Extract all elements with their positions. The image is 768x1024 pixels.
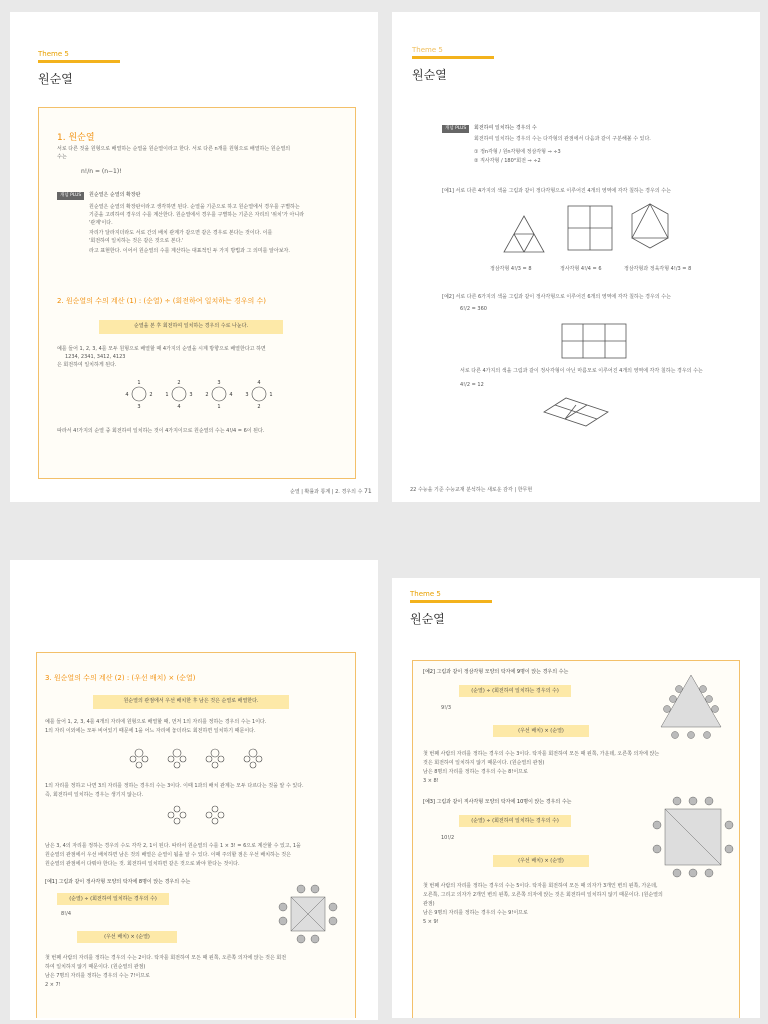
body-text: 남은 9명의 자리를 정하는 경우의 수는 9!이므로 <box>423 910 528 916</box>
theme-bar <box>38 60 120 63</box>
example-text: 서로 다른 4가지의 색을 그림과 같이 정사각형이 아닌 마름모로 이루어진 4개의 영역에 각각 칠하는 경우의 수는 <box>460 368 703 374</box>
formula: 8!/4 <box>61 911 72 917</box>
plus-line: '회전하여 일치하는 것은 같은 것으로 본다.' <box>89 238 184 244</box>
definition-text: 서로 다른 것을 원형으로 배열하는 순열을 원순열이라고 한다. 서로 다른 n개를 원형으로 배열하는 원순열의 <box>57 146 291 152</box>
arrangement-number: 4 <box>257 380 261 386</box>
formula-box: (순열) ÷ (회전하여 일치하는 경우의 수) <box>459 815 571 827</box>
arrangement-number: 2 <box>177 380 181 386</box>
square-table-figure <box>273 881 343 951</box>
body-text: 남은 3, 4의 자리를 정하는 경우의 수도 각각 2, 1이 된다. 따라서 원순열의 수를 1 × 3! = 6으로 계산할 수 있고, 1을 <box>45 843 301 849</box>
theme-tag: Theme 5 <box>38 50 69 58</box>
arrangement-number: 3 <box>245 392 249 398</box>
formula-box: (우선 배치) × (순열) <box>493 725 589 737</box>
formula-box: (순열) ÷ (회전하여 일치하는 경우의 수) <box>459 685 571 697</box>
example-text: [예2] 그림과 같이 정삼각형 모양의 탁자에 9명이 앉는 경우의 수는 <box>423 669 569 675</box>
example-text: 예를 들어 1, 2, 3, 4를 4개의 자리에 원형으로 배열할 때, 먼저 1의 자리를 정하는 경우의 수는 1이다. <box>45 719 267 725</box>
plus-line: 기준을 고려하여 경우의 수를 계산한다. 원순열에서 경우를 구별하는 기준은 자리의 '위치'가 아니라 <box>89 212 305 218</box>
arrangement-number: 2 <box>149 392 153 398</box>
body-text: 하여 일치하지 않기 때문이다. (원순열의 관점) <box>45 964 146 970</box>
plus-title: 회전하여 일치하는 경우의 수 <box>474 125 537 131</box>
arrangement-number: 1 <box>217 404 221 410</box>
formula: 9!/3 <box>441 705 452 711</box>
footer: 22 수능을 기준 수능교재 분석하는 새로운 감각 | 한무현 <box>410 487 533 493</box>
definition-text: 수는 <box>57 154 67 160</box>
highlight-box: 원순열의 관점에서 우선 배치한 후 남은 것은 순열로 배열한다. <box>93 695 289 709</box>
concept-badge: 개념 PLUS <box>57 192 84 200</box>
section-heading: 2. 원순열의 수의 계산 (1) : (순열) ÷ (회전하여 일치하는 경우의 수) <box>57 297 266 305</box>
arrangement-circle <box>252 387 266 401</box>
arrangement-number: 1 <box>165 392 169 398</box>
formula-box: (우선 배치) × (순열) <box>493 855 589 867</box>
plus-line: ① 정n각형 / 원n각형에 정삼각형 ⇒ ÷3 <box>474 149 561 155</box>
example-text: 즉, 회전하여 일치하는 경우는 생기지 않는다. <box>45 792 144 798</box>
body-text: 원순열의 관점에서 다뤄야 한다는 것. 회전하여 일치하면 같은 것으로 봐야 한다는 것이다. <box>45 861 240 867</box>
arrangement-number: 3 <box>189 392 193 398</box>
arrangement-number: 4 <box>125 392 129 398</box>
formula: n!/n = (n−1)! <box>81 168 122 175</box>
arrangement-number: 1 <box>137 380 141 386</box>
example-text: [예1] 그림과 같이 정사각형 모양의 탁자에 8명이 앉는 경우의 수는 <box>45 879 191 885</box>
body-text: 첫 번째 사람의 자리를 정하는 경우의 수는 2이다. 탁자를 회전하여 모든 때 왼쪽, 오른쪽 의자에 앉는 것은 회전 <box>45 955 287 961</box>
plus-line: 자리가 달라지더라도 서로 간의 배치 관계가 같으면 같은 경우로 본다는 것이다. 이를 <box>89 230 273 236</box>
conclusion-text: 따라서 4!가지의 순열 중 회전하여 일치하는 것이 4가지이므로 원순열의 수는 4!/4 = 6이 된다. <box>57 428 265 434</box>
rectangle-table-figure <box>653 795 733 879</box>
content-box <box>38 107 356 479</box>
formula: 10!/2 <box>441 835 455 841</box>
formula: 6!/2 = 360 <box>460 306 487 312</box>
highlight-box: 순열을 본 후 회전하여 일치하는 경우의 수로 나눈다. <box>99 320 283 334</box>
section-heading: 3. 원순열의 수의 계산 (2) : (우선 배치) × (순열) <box>45 674 196 682</box>
footer: 순열 | 확률과 통계 | 2. 경우의 수 71 <box>290 488 372 495</box>
arrangement-circle <box>132 387 146 401</box>
figure-caption: 정삼각형 4!/3 = 8 <box>490 266 532 272</box>
page-title: 원순열 <box>410 612 445 626</box>
content-box <box>412 660 740 1018</box>
page-71 <box>10 12 378 502</box>
triangle-table-figure <box>651 667 731 741</box>
figure-caption: 정사각형 4!/4 = 6 <box>560 266 602 272</box>
theme-tag: Theme 5 <box>412 46 443 54</box>
grid-figure <box>562 324 642 364</box>
seat-diagrams <box>37 743 357 773</box>
plus-line: '관계'이다. <box>89 220 113 226</box>
concept-badge: 개념 PLUS <box>442 125 469 133</box>
section-heading: 1. 원순열 <box>57 133 95 143</box>
arrangement-circle <box>172 387 186 401</box>
polygon-figures <box>442 202 742 262</box>
body-text: 남은 7명의 자리를 정하는 경우의 수는 7!이므로 <box>45 973 150 979</box>
plus-line: ② 직사각형 / 180°회전 ⇒ ÷2 <box>474 158 541 164</box>
formula-box: (우선 배치) × (순열) <box>77 931 177 943</box>
arrangement-number: 4 <box>229 392 233 398</box>
arrangement-circle <box>212 387 226 401</box>
plus-line: 원순열은 순열의 확장판이라고 생각하면 된다. 순열을 기준으로 하고 원순열에서 경우를 구별하는 <box>89 204 300 210</box>
arrangement-number: 3 <box>217 380 221 386</box>
formula: 2 × 7! <box>45 982 61 988</box>
page-title: 원순열 <box>38 72 73 86</box>
example-text: 예를 들어 1, 2, 3, 4를 모두 원형으로 배열할 때 4가지의 순열을 시계 방향으로 배열한다고 하면 <box>57 346 266 352</box>
arrangement-number: 3 <box>137 404 141 410</box>
theme-bar <box>412 56 494 59</box>
body-text: 오른쪽, 그리고 의자가 2개인 변의 왼쪽, 오른쪽 의자에 앉는 것은 회전하여 일치하지 않기 때문이다. (원순열의 <box>423 892 663 898</box>
formula-box: (순열) ÷ (회전하여 일치하는 경우의 수) <box>57 893 169 905</box>
rhombus-figure <box>544 398 624 438</box>
body-text: 관점) <box>423 901 435 907</box>
plus-line: 라고 표현한다. 이어서 원순열의 수를 계산하는 대표적인 두 가지 방법과 그 의미를 알아보자. <box>89 248 290 254</box>
body-text: 원순열의 관점에서 우선 배치하면 남은 것의 배열은 순열이 됨을 알 수 있다. 이때 주의할 점은 우선 배치하는 것은 <box>45 852 291 858</box>
formula: 5 × 9! <box>423 919 439 925</box>
body-text: 첫 번째 사람의 자리를 정하는 경우의 수는 3이다. 탁자를 회전하여 모든 때 왼쪽, 가운데, 오른쪽 의자에 앉는 <box>423 751 660 757</box>
example-text: 1234, 2341, 3412, 4123 <box>65 354 126 360</box>
body-text: 첫 번째 사람의 자리를 정하는 경우의 수는 5이다. 탁자를 회전하여 모든 때 의자가 3개인 변의 왼쪽, 가운데, <box>423 883 658 889</box>
theme-bar <box>410 600 492 603</box>
arrangement-number: 2 <box>205 392 209 398</box>
example-text: [예3] 그림과 같이 직사각형 모양의 탁자에 10명이 앉는 경우의 수는 <box>423 799 572 805</box>
plus-line: 회전하여 일치하는 경우의 수는 다각형의 관점에서 다음과 같이 구분해볼 수 있다. <box>474 136 651 142</box>
formula: 4!/2 = 12 <box>460 382 484 388</box>
body-text: 것은 회전하여 일치하지 않기 때문이다. (원순열의 관점) <box>423 760 545 766</box>
arrangement-number: 4 <box>177 404 181 410</box>
page-74 <box>392 578 760 1018</box>
page-title: 원순열 <box>412 68 447 82</box>
theme-tag: Theme 5 <box>410 590 441 598</box>
plus-title: 원순열은 순열의 확장판 <box>89 192 141 198</box>
example-text: 1의 자리를 정하고 나면 3의 자리를 정하는 경우의 수는 3이다. 이때 1과의 배치 관계는 모두 다르다는 것을 알 수 있다. <box>45 783 304 789</box>
content-box <box>36 652 356 1018</box>
example-text: 은 회전하여 일치하게 된다. <box>57 362 117 368</box>
seat-diagrams <box>37 803 357 833</box>
page-73 <box>10 560 378 1020</box>
formula: 3 × 8! <box>423 778 439 784</box>
arrangement-number: 2 <box>257 404 261 410</box>
figure-caption: 정삼각형과 정육각형 4!/3 = 8 <box>624 266 692 272</box>
circle-diagrams <box>39 376 357 416</box>
example-text: [예2] 서로 다른 6가지의 색을 그림과 같이 정사각형으로 이루어진 6개의 영역에 각각 칠하는 경우의 수는 <box>442 294 671 300</box>
example-text: 1의 자리 이외에는 모두 비어있기 때문에 1을 어느 자리에 놓더라도 회전하면 일치하기 때문이다. <box>45 728 256 734</box>
example-text: [예1] 서로 다른 4가지의 색을 그림과 같이 정다각형으로 이루어진 4개의 영역에 각각 칠하는 경우의 수는 <box>442 188 671 194</box>
body-text: 남은 8명의 자리를 정하는 경우의 수는 8!이므로 <box>423 769 528 775</box>
arrangement-number: 1 <box>269 392 273 398</box>
page-72 <box>392 12 760 502</box>
